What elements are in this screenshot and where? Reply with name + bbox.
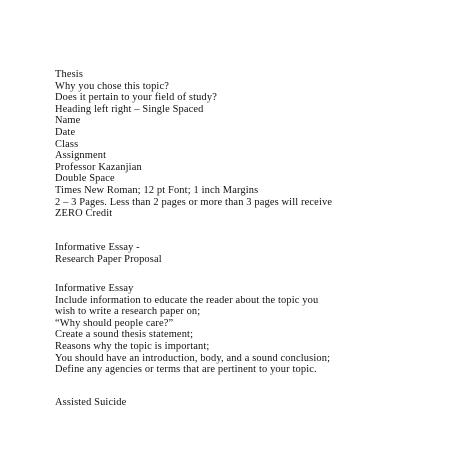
text-line: Define any agencies or terms that are pertinent to your topic. bbox=[55, 364, 317, 376]
text-line: ZERO Credit bbox=[55, 208, 113, 220]
text-line: Include information to educate the reader about the topic you bbox=[55, 294, 319, 306]
assignment-requirements bbox=[55, 69, 332, 220]
text-line: Class bbox=[55, 138, 79, 150]
text-line: Does it pertain to your field of study? bbox=[55, 92, 217, 104]
text-line: Reasons why the topic is important; bbox=[55, 340, 210, 352]
text-line: “Why should people care?” bbox=[55, 317, 174, 329]
text-line: Thesis bbox=[55, 69, 84, 80]
text-line: Assignment bbox=[55, 150, 107, 162]
text-line: Professor Kazanjian bbox=[55, 161, 142, 173]
text-line: 2 – 3 Pages. Less than 2 pages or more than 3 pages will receive bbox=[55, 196, 333, 208]
text-line: wish to write a research paper on; bbox=[55, 306, 201, 318]
text-line: Date bbox=[55, 126, 76, 138]
text-line: Assisted Suicide bbox=[55, 397, 127, 408]
text-line: Name bbox=[55, 115, 81, 127]
text-line: Heading left right – Single Spaced bbox=[55, 103, 204, 115]
text-line: Why you chose this topic? bbox=[55, 80, 169, 92]
text-line: Informative Essay bbox=[55, 283, 134, 294]
text-line: Research Paper Proposal bbox=[55, 253, 162, 265]
text-line: Times New Roman; 12 pt Font; 1 inch Margins bbox=[55, 184, 259, 196]
text-line: Informative Essay - bbox=[55, 242, 140, 253]
text-line: Double Space bbox=[55, 173, 115, 185]
text-line: Create a sound thesis statement; bbox=[55, 329, 194, 341]
text-line: You should have an introduction, body, and a sound conclusion; bbox=[55, 352, 331, 364]
topic-title bbox=[55, 397, 126, 409]
essay-instructions bbox=[55, 283, 330, 376]
proposal-heading bbox=[55, 242, 162, 265]
